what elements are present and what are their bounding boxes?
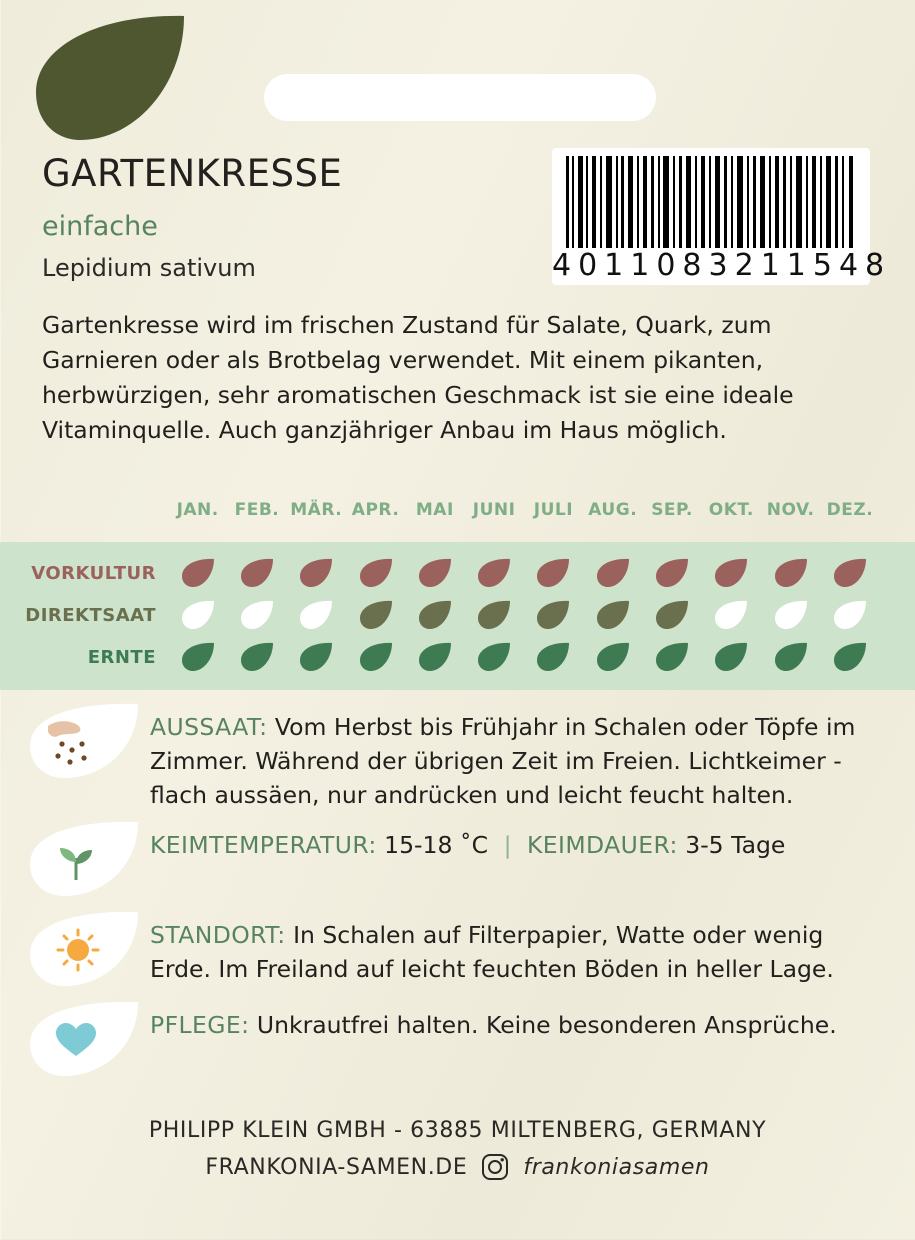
- leaf-marker-icon: [596, 642, 630, 672]
- instagram-handle[interactable]: frankoniasamen: [523, 1154, 710, 1180]
- leaf-marker-icon: [536, 642, 570, 672]
- barcode-icon: [564, 156, 858, 248]
- leaf-marker-icon: [477, 642, 511, 672]
- calendar-cell: [405, 558, 464, 588]
- calendar-cell: [168, 558, 227, 588]
- variety-subtitle: einfache: [42, 211, 158, 242]
- calendar-cell: [702, 558, 761, 588]
- instruction-body-standort: In Schalen auf Filterpapier, Watte oder wenig Erde. Im Freiland auf leicht feuchten Böden in heller Lage.: [150, 921, 834, 983]
- leaf-logo-icon: [36, 14, 186, 142]
- calendar-row-label: DIREKTSAAT: [25, 604, 156, 626]
- calendar-row: [0, 636, 915, 678]
- leaf-marker-icon: [359, 642, 393, 672]
- leaf-marker-icon: [240, 558, 274, 588]
- divider: |: [503, 831, 512, 859]
- leaf-marker-icon: [833, 558, 867, 588]
- leaf-marker-icon: [833, 642, 867, 672]
- footer: [0, 1118, 915, 1181]
- leaf-marker-icon: [774, 642, 808, 672]
- leaf-marker-icon: [536, 558, 570, 588]
- sowing-hand-icon: [0, 700, 150, 784]
- calendar-cell: [464, 558, 523, 588]
- leaf-marker-icon: [714, 558, 748, 588]
- calendar-row-label: ERNTE: [87, 646, 156, 668]
- calendar-cell: [464, 600, 523, 630]
- instagram-icon[interactable]: [481, 1153, 509, 1181]
- instruction-body-keimdauer: 3-5 Tage: [685, 831, 786, 859]
- instruction-body-pflege: Unkrautfrei halten. Keine besonderen Ansprüche.: [256, 1011, 837, 1039]
- calendar-month-label: JUNI: [472, 500, 516, 520]
- calendar-cell: [583, 642, 642, 672]
- calendar-cell: [227, 558, 286, 588]
- calendar-cell: [287, 642, 346, 672]
- calendar-row: [0, 594, 915, 636]
- leaf-marker-icon: [714, 642, 748, 672]
- company-address: PHILIPP KLEIN GMBH - 63885 MILTENBERG, GERMANY: [148, 1118, 767, 1143]
- calendar-month-label: MAI: [415, 500, 454, 520]
- calendar-band: [0, 542, 915, 690]
- leaf-marker-icon: [181, 600, 215, 630]
- leaf-marker-icon: [714, 600, 748, 630]
- calendar-cell: [761, 642, 820, 672]
- instruction-row-keimung: [0, 818, 915, 902]
- calendar-cell: [346, 600, 405, 630]
- calendar-month-label: DEZ.: [826, 500, 874, 520]
- calendar-cell: [583, 600, 642, 630]
- instruction-body-aussaat: Vom Herbst bis Frühjahr in Schalen oder Töpfe im Zimmer. Während der übrigen Zeit im Freien. Lichtkeimer - flach aussäen, nur andrücken und leicht feucht halten.: [150, 713, 856, 809]
- calendar-cell: [227, 642, 286, 672]
- calendar-cell: [583, 558, 642, 588]
- instruction-row-aussaat: [0, 700, 915, 812]
- calendar-month-label: NOV.: [766, 500, 815, 520]
- product-description: Gartenkresse wird im frischen Zustand für Salate, Quark, zum Garnieren oder als Brotbelag verwendet. Mit einem pikanten, herbwürzigen, sehr aromatischen Geschmack ist sie eine ideale Vitaminquelle. Auch ganzjähriger Anbau im Haus möglich.: [42, 311, 794, 444]
- leaf-marker-icon: [477, 600, 511, 630]
- calendar-cell: [524, 558, 583, 588]
- leaf-marker-icon: [655, 558, 689, 588]
- calendar-cell: [405, 642, 464, 672]
- instruction-text-standort: [150, 908, 870, 986]
- calendar-cell: [761, 600, 820, 630]
- leaf-marker-icon: [359, 600, 393, 630]
- leaf-marker-icon: [774, 558, 808, 588]
- barcode: [552, 148, 892, 285]
- calendar-month-label: APR.: [351, 500, 400, 520]
- instruction-heading-aussaat: AUSSAAT:: [150, 713, 268, 741]
- instruction-text-pflege: [150, 998, 870, 1042]
- leaf-marker-icon: [240, 600, 274, 630]
- sowing-calendar: [0, 500, 915, 690]
- leaf-marker-icon: [181, 642, 215, 672]
- leaf-marker-icon: [299, 558, 333, 588]
- leaf-marker-icon: [596, 558, 630, 588]
- calendar-cell: [524, 642, 583, 672]
- leaf-marker-icon: [299, 642, 333, 672]
- calendar-cell: [820, 600, 879, 630]
- leaf-marker-icon: [359, 558, 393, 588]
- calendar-cell: [405, 600, 464, 630]
- barcode-number: 4011083211548: [552, 248, 892, 283]
- calendar-cell: [346, 558, 405, 588]
- calendar-cell: [642, 558, 701, 588]
- instruction-text-aussaat: [150, 700, 870, 812]
- instruction-heading-standort: STANDORT:: [150, 921, 286, 949]
- leaf-marker-icon: [833, 600, 867, 630]
- instruction-row-pflege: [0, 998, 915, 1082]
- calendar-cell: [287, 600, 346, 630]
- calendar-row: [0, 552, 915, 594]
- calendar-month-label: JAN.: [176, 500, 219, 520]
- blank-label-field: [264, 74, 656, 121]
- calendar-month-label: FEB.: [234, 500, 280, 520]
- leaf-marker-icon: [299, 600, 333, 630]
- calendar-cell: [227, 600, 286, 630]
- calendar-month-header: [0, 500, 915, 542]
- leaf-marker-icon: [240, 642, 274, 672]
- calendar-cell: [642, 642, 701, 672]
- leaf-marker-icon: [418, 642, 452, 672]
- instruction-text-keimung: [150, 818, 870, 862]
- leaf-marker-icon: [596, 600, 630, 630]
- calendar-month-label: OKT.: [708, 500, 754, 520]
- calendar-cell: [820, 642, 879, 672]
- page-title: GARTENKRESSE: [42, 152, 343, 195]
- instruction-row-standort: [0, 908, 915, 992]
- leaf-marker-icon: [655, 642, 689, 672]
- leaf-marker-icon: [536, 600, 570, 630]
- instruction-body-keimtemperatur: 15-18 ˚C: [384, 831, 489, 859]
- calendar-cell: [702, 600, 761, 630]
- calendar-cell: [464, 642, 523, 672]
- website-url[interactable]: FRANKONIA-SAMEN.DE: [205, 1154, 468, 1180]
- leaf-marker-icon: [418, 600, 452, 630]
- footer-links: [0, 1153, 915, 1181]
- latin-name: Lepidium sativum: [42, 254, 256, 282]
- calendar-cell: [820, 558, 879, 588]
- leaf-marker-icon: [774, 600, 808, 630]
- instruction-heading-keimtemperatur: KEIMTEMPERATUR:: [150, 831, 377, 859]
- calendar-month-label: JULI: [533, 500, 574, 520]
- calendar-cell: [642, 600, 701, 630]
- leaf-marker-icon: [181, 558, 215, 588]
- heart-icon: [0, 998, 150, 1082]
- calendar-month-label: SEP.: [651, 500, 693, 520]
- instruction-heading-keimdauer: KEIMDAUER:: [526, 831, 678, 859]
- calendar-cell: [761, 558, 820, 588]
- leaf-marker-icon: [477, 558, 511, 588]
- calendar-cell: [287, 558, 346, 588]
- calendar-month-label: AUG.: [588, 500, 638, 520]
- leaf-marker-icon: [655, 600, 689, 630]
- growing-instructions: [0, 700, 915, 1088]
- calendar-cell: [168, 600, 227, 630]
- calendar-cell: [524, 600, 583, 630]
- calendar-cell: [346, 642, 405, 672]
- instruction-heading-pflege: PFLEGE:: [150, 1011, 250, 1039]
- calendar-month-label: MÄR.: [290, 500, 343, 520]
- sun-icon: [0, 908, 150, 992]
- calendar-cell: [702, 642, 761, 672]
- seedling-icon: [0, 818, 150, 902]
- leaf-marker-icon: [418, 558, 452, 588]
- calendar-row-label: VORKULTUR: [31, 562, 156, 584]
- calendar-cell: [168, 642, 227, 672]
